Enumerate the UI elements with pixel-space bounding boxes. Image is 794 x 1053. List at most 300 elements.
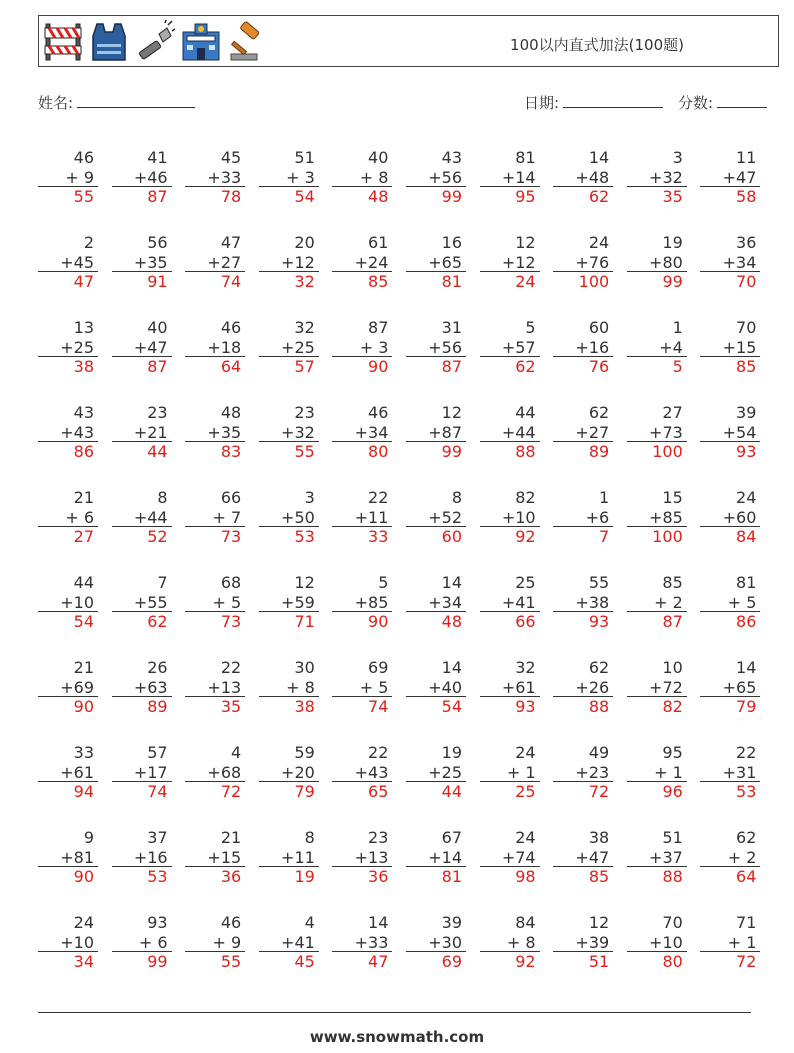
answer: 72 (185, 781, 245, 802)
addend-top: 22 (215, 658, 242, 677)
score-blank (717, 93, 767, 108)
addend-top: 39 (730, 403, 757, 422)
addition-problem (112, 148, 172, 210)
answer: 83 (185, 441, 245, 462)
addition-problem (185, 658, 245, 720)
answer: 72 (553, 781, 613, 802)
addition-problem (480, 573, 540, 635)
addition-problem (38, 403, 98, 465)
addend-bottom: +43 (354, 762, 389, 782)
addend-top: 14 (362, 913, 389, 932)
addition-problem (332, 828, 392, 890)
addend-bottom: +27 (575, 422, 610, 442)
addition-problem (553, 573, 613, 635)
addend-top: 39 (436, 913, 462, 932)
answer: 84 (700, 526, 760, 547)
addend-top: 43 (436, 148, 462, 167)
addition-problem (185, 403, 245, 465)
addend-top: 7 (147, 573, 168, 592)
addition-problem (480, 403, 540, 465)
addition-problem (332, 573, 392, 635)
addend-bottom: +63 (133, 677, 168, 697)
answer: 44 (112, 441, 172, 462)
addend-bottom: +13 (354, 847, 389, 867)
answer: 60 (406, 526, 466, 547)
answer: 62 (480, 356, 540, 377)
addition-problem (259, 828, 319, 890)
answer: 47 (38, 271, 98, 292)
answer: 66 (480, 611, 540, 632)
flashlight-icon (135, 20, 175, 64)
addend-bottom: +35 (133, 252, 168, 272)
answer: 79 (259, 781, 319, 802)
addend-bottom: + 6 (138, 932, 168, 952)
addition-problem (627, 658, 687, 720)
addend-bottom: +50 (281, 507, 315, 527)
addition-problem (406, 743, 466, 805)
answer: 19 (259, 866, 319, 887)
addend-bottom: +81 (60, 847, 94, 867)
date-field (524, 92, 663, 113)
addend-top: 13 (68, 318, 94, 337)
date-label: 日期: (524, 94, 560, 112)
answer: 100 (553, 271, 613, 292)
addition-problem (112, 488, 172, 550)
addition-problem (112, 573, 172, 635)
addition-problem (553, 743, 613, 805)
addition-problem (406, 148, 466, 210)
answer: 99 (406, 186, 466, 207)
answer: 33 (332, 526, 392, 547)
addition-problem (112, 233, 172, 295)
addend-bottom: +56 (428, 167, 462, 187)
addition-problem (185, 318, 245, 380)
addition-problem (259, 913, 319, 975)
addend-top: 44 (68, 573, 94, 592)
name-label: 姓名: (38, 94, 74, 112)
addend-bottom: +33 (207, 167, 242, 187)
answer: 81 (406, 866, 466, 887)
addend-top: 21 (215, 828, 242, 847)
answer: 53 (700, 781, 760, 802)
addend-top: 26 (142, 658, 168, 677)
answer: 71 (259, 611, 319, 632)
addition-problem (406, 573, 466, 635)
addend-bottom: +17 (133, 762, 168, 782)
answer: 80 (627, 951, 687, 972)
addition-problem (406, 658, 466, 720)
addend-bottom: +55 (133, 592, 168, 612)
addition-problem (627, 488, 687, 550)
addend-bottom: +25 (281, 337, 315, 357)
addition-problem (627, 318, 687, 380)
addend-top: 51 (289, 148, 315, 167)
addend-top: 84 (510, 913, 536, 932)
answer: 86 (38, 441, 98, 462)
addend-top: 82 (510, 488, 536, 507)
addend-top: 8 (294, 828, 315, 847)
addition-problem (700, 743, 760, 805)
addition-problem (112, 658, 172, 720)
addend-top: 21 (68, 658, 94, 677)
addend-top: 12 (583, 913, 610, 932)
addend-bottom: +14 (501, 167, 536, 187)
addend-top: 70 (730, 318, 757, 337)
addend-bottom: +10 (60, 932, 94, 952)
addend-top: 32 (510, 658, 536, 677)
addend-top: 32 (289, 318, 315, 337)
answer: 87 (112, 356, 172, 377)
addend-top: 8 (441, 488, 462, 507)
answer: 45 (259, 951, 319, 972)
addend-bottom: + 9 (65, 167, 94, 187)
answer: 35 (627, 186, 687, 207)
addend-bottom: + 2 (727, 847, 757, 867)
answer: 55 (38, 186, 98, 207)
addition-problem (112, 403, 172, 465)
addition-problem (406, 233, 466, 295)
addend-bottom: +18 (207, 337, 242, 357)
answer: 93 (553, 611, 613, 632)
answer: 90 (332, 356, 392, 377)
addend-bottom: +30 (428, 932, 462, 952)
addend-top: 81 (730, 573, 757, 592)
answer: 94 (38, 781, 98, 802)
addend-bottom: +34 (722, 252, 757, 272)
addend-top: 12 (436, 403, 462, 422)
addend-top: 19 (436, 743, 462, 762)
addend-bottom: +39 (575, 932, 610, 952)
answer: 54 (259, 186, 319, 207)
addition-problem (553, 403, 613, 465)
answer: 81 (406, 271, 466, 292)
addend-bottom: +32 (649, 167, 683, 187)
addition-problem (406, 913, 466, 975)
addend-top: 24 (510, 828, 536, 847)
addend-top: 40 (362, 148, 389, 167)
addend-top: 22 (362, 743, 389, 762)
addition-problem (332, 658, 392, 720)
addend-top: 95 (657, 743, 683, 762)
answer: 85 (553, 866, 613, 887)
answer: 100 (627, 441, 687, 462)
date-blank (563, 93, 663, 108)
answer: 35 (185, 696, 245, 717)
answer: 100 (627, 526, 687, 547)
answer: 55 (259, 441, 319, 462)
addend-top: 62 (730, 828, 757, 847)
addition-problem (553, 233, 613, 295)
addition-problem (480, 318, 540, 380)
addend-top: 44 (510, 403, 536, 422)
addend-bottom: +60 (722, 507, 757, 527)
addend-bottom: +65 (722, 677, 757, 697)
addition-problem (700, 148, 760, 210)
addition-problem (700, 488, 760, 550)
answer: 48 (406, 611, 466, 632)
addend-bottom: +10 (501, 507, 536, 527)
answer: 87 (627, 611, 687, 632)
answer: 87 (112, 186, 172, 207)
addition-problem (406, 318, 466, 380)
addition-problem (480, 828, 540, 890)
addend-top: 23 (289, 403, 315, 422)
addend-bottom: +27 (207, 252, 242, 272)
addend-bottom: + 3 (359, 337, 389, 357)
addend-top: 11 (730, 148, 757, 167)
addend-top: 81 (510, 148, 536, 167)
addition-problem (185, 488, 245, 550)
addition-problem (38, 573, 98, 635)
addend-top: 25 (510, 573, 536, 592)
addition-problem (700, 658, 760, 720)
addend-top: 36 (730, 233, 757, 252)
addition-problem (332, 233, 392, 295)
header-box (38, 15, 779, 67)
answer: 38 (38, 356, 98, 377)
addend-bottom: +61 (501, 677, 536, 697)
answer: 36 (332, 866, 392, 887)
addend-bottom: +12 (501, 252, 536, 272)
addend-top: 1 (672, 318, 683, 337)
answer: 74 (185, 271, 245, 292)
addend-bottom: +52 (428, 507, 462, 527)
addend-top: 62 (583, 658, 610, 677)
answer: 93 (480, 696, 540, 717)
addend-top: 4 (294, 913, 315, 932)
addend-top: 23 (142, 403, 168, 422)
addition-problem (406, 403, 466, 465)
addend-bottom: +74 (501, 847, 536, 867)
addition-problem (112, 828, 172, 890)
answer: 72 (700, 951, 760, 972)
answer: 64 (185, 356, 245, 377)
addend-bottom: +21 (133, 422, 168, 442)
addend-bottom: + 2 (654, 592, 683, 612)
answer: 88 (480, 441, 540, 462)
addend-top: 23 (362, 828, 389, 847)
addend-bottom: +20 (281, 762, 315, 782)
addition-problem (259, 318, 319, 380)
addend-bottom: +31 (722, 762, 757, 782)
addend-bottom: + 5 (727, 592, 757, 612)
addend-bottom: +26 (575, 677, 610, 697)
answer: 25 (480, 781, 540, 802)
addition-problem (480, 148, 540, 210)
addition-problem (332, 488, 392, 550)
answer: 90 (38, 696, 98, 717)
addend-top: 30 (289, 658, 315, 677)
addend-bottom: +80 (649, 252, 683, 272)
addend-top: 1 (599, 488, 610, 507)
addend-bottom: + 7 (212, 507, 242, 527)
addition-problem (332, 913, 392, 975)
addend-bottom: +73 (649, 422, 683, 442)
addend-bottom: +37 (649, 847, 683, 867)
addition-problem (480, 913, 540, 975)
addition-problem (627, 913, 687, 975)
addition-problem (38, 743, 98, 805)
addend-bottom: +57 (501, 337, 536, 357)
addition-problem (112, 318, 172, 380)
answer: 79 (700, 696, 760, 717)
answer: 73 (185, 611, 245, 632)
addend-bottom: + 5 (212, 592, 242, 612)
police-station-icon (181, 20, 221, 64)
addition-problem (332, 318, 392, 380)
addend-top: 85 (657, 573, 683, 592)
addend-bottom: +68 (207, 762, 242, 782)
addend-bottom: +59 (281, 592, 315, 612)
addend-bottom: + 8 (359, 167, 389, 187)
answer: 99 (406, 441, 466, 462)
addend-top: 16 (436, 233, 462, 252)
addend-top: 9 (73, 828, 94, 847)
answer: 65 (332, 781, 392, 802)
addend-top: 47 (215, 233, 242, 252)
answer: 88 (627, 866, 687, 887)
answer: 74 (332, 696, 392, 717)
answer: 91 (112, 271, 172, 292)
addend-top: 60 (583, 318, 610, 337)
answer: 80 (332, 441, 392, 462)
answer: 87 (406, 356, 466, 377)
answer: 85 (332, 271, 392, 292)
addition-problem (553, 828, 613, 890)
addend-bottom: + 1 (506, 762, 536, 782)
addend-top: 62 (583, 403, 610, 422)
addition-problem (38, 828, 98, 890)
name-blank (77, 93, 195, 108)
answer: 99 (112, 951, 172, 972)
addend-bottom: +87 (428, 422, 462, 442)
header-icons (43, 20, 267, 64)
addition-problem (553, 913, 613, 975)
answer: 54 (38, 611, 98, 632)
answer: 85 (700, 356, 760, 377)
answer: 86 (700, 611, 760, 632)
addend-bottom: +25 (60, 337, 94, 357)
addend-bottom: + 5 (359, 677, 389, 697)
addend-top: 14 (436, 573, 462, 592)
addend-top: 49 (583, 743, 610, 762)
addition-problem (185, 573, 245, 635)
addition-problem (185, 828, 245, 890)
addition-problem (480, 658, 540, 720)
addend-top: 93 (142, 913, 168, 932)
addition-problem (259, 403, 319, 465)
answer: 90 (38, 866, 98, 887)
addend-top: 5 (515, 318, 536, 337)
addition-problem (480, 233, 540, 295)
addend-bottom: +32 (281, 422, 315, 442)
addition-problem (627, 148, 687, 210)
addend-bottom: +33 (354, 932, 389, 952)
answer: 58 (700, 186, 760, 207)
addition-problem (406, 488, 466, 550)
addition-problem (38, 913, 98, 975)
answer: 53 (259, 526, 319, 547)
addition-problem (700, 318, 760, 380)
answer: 89 (553, 441, 613, 462)
addend-top: 5 (368, 573, 389, 592)
addition-problem (38, 318, 98, 380)
score-label: 分数: (678, 94, 714, 112)
addend-top: 68 (215, 573, 242, 592)
addition-problem (553, 488, 613, 550)
answer: 89 (112, 696, 172, 717)
answer: 38 (259, 696, 319, 717)
answer: 47 (332, 951, 392, 972)
answer: 7 (553, 526, 613, 547)
addend-bottom: +10 (60, 592, 94, 612)
addend-bottom: +47 (722, 167, 757, 187)
answer: 93 (700, 441, 760, 462)
addend-top: 19 (657, 233, 683, 252)
addend-bottom: +38 (575, 592, 610, 612)
addend-bottom: +35 (207, 422, 242, 442)
addend-top: 37 (142, 828, 168, 847)
answer: 99 (627, 271, 687, 292)
addend-bottom: +14 (428, 847, 462, 867)
addend-top: 59 (289, 743, 315, 762)
addition-problem (185, 148, 245, 210)
addition-problem (627, 233, 687, 295)
addend-top: 14 (583, 148, 610, 167)
addend-bottom: + 9 (212, 932, 242, 952)
addend-top: 22 (362, 488, 389, 507)
addend-bottom: +11 (281, 847, 315, 867)
answer: 92 (480, 951, 540, 972)
answer: 96 (627, 781, 687, 802)
addend-top: 10 (657, 658, 683, 677)
addend-bottom: +40 (428, 677, 462, 697)
addend-top: 20 (289, 233, 315, 252)
addend-bottom: +48 (575, 167, 610, 187)
addition-problem (112, 743, 172, 805)
addend-top: 8 (147, 488, 168, 507)
answer: 92 (480, 526, 540, 547)
score-field (678, 92, 767, 113)
addend-bottom: +11 (354, 507, 389, 527)
addend-bottom: +15 (722, 337, 757, 357)
worksheet-title: 100以内直式加法(100题) (510, 36, 684, 54)
addend-bottom: +16 (133, 847, 168, 867)
addend-bottom: +41 (281, 932, 315, 952)
answer: 73 (185, 526, 245, 547)
addend-bottom: +34 (428, 592, 462, 612)
addend-bottom: + 8 (506, 932, 536, 952)
addend-bottom: + 6 (65, 507, 94, 527)
addend-top: 24 (510, 743, 536, 762)
addend-top: 70 (657, 913, 683, 932)
addend-top: 38 (583, 828, 610, 847)
addition-problem (332, 403, 392, 465)
addend-top: 24 (68, 913, 94, 932)
addend-bottom: +69 (60, 677, 94, 697)
addend-top: 31 (436, 318, 462, 337)
bulletproof-vest-icon (89, 20, 129, 64)
answer: 36 (185, 866, 245, 887)
addend-bottom: +54 (722, 422, 757, 442)
addend-bottom: + 3 (286, 167, 315, 187)
answer: 76 (553, 356, 613, 377)
addend-top: 41 (142, 148, 168, 167)
addend-bottom: +4 (659, 337, 683, 357)
footer-divider (38, 1012, 751, 1013)
addend-top: 33 (68, 743, 94, 762)
answer: 44 (406, 781, 466, 802)
